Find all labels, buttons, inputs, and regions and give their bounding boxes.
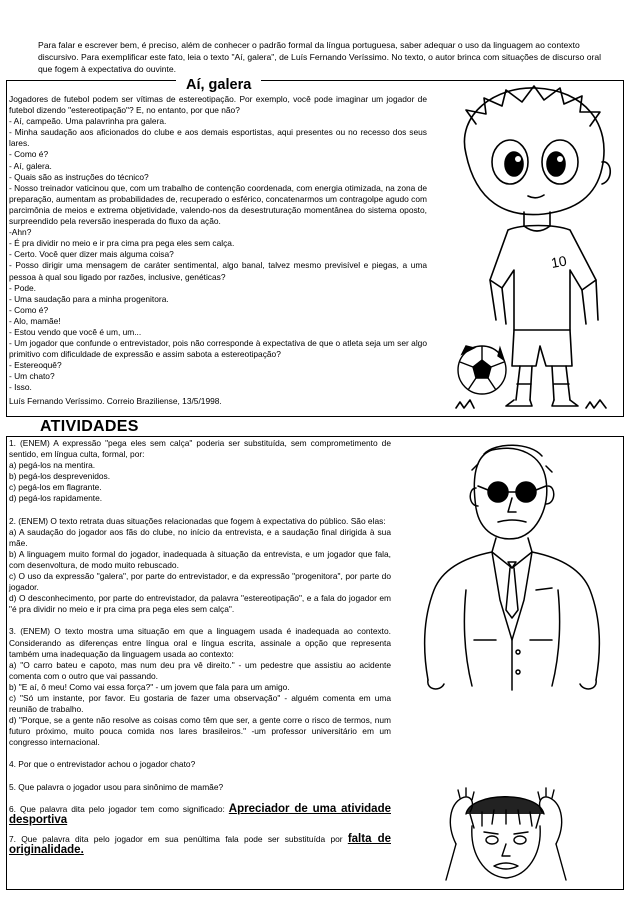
option-line: b) pegá-los desprevenidos.	[9, 471, 111, 482]
story-line: - Posso dirigir uma mensagem de caráter sentimental, algo banal, talvez mesmo previsível e piegas, a uma pessoa à qual sou ligado por razões, inclusive, genéticas?	[9, 260, 427, 282]
option-line: c) pegá-los em flagrante.	[9, 482, 102, 493]
story-line: - Um chato?	[9, 371, 55, 382]
story-line: - Pode.	[9, 282, 37, 293]
story-line: - Aí, campeão. Uma palavrinha pra galera.	[9, 116, 167, 127]
story-line: - Alo, mamãe!	[9, 315, 61, 326]
worried-man-illustration	[436, 784, 576, 884]
option-line: a) pegá-los na mentira.	[9, 460, 96, 471]
story-line: - Como é?	[9, 149, 49, 160]
story-text	[9, 94, 427, 407]
story-line: - Um jogador que confunde o entrevistador, pois não corresponde à expectativa de que o atleta seja um ser algo primitivo com dificuldade de expressão e assim sabota a estereotipação?	[9, 338, 427, 360]
soccer-player-illustration	[436, 84, 622, 414]
question-line: 6. Que palavra dita pelo jogador tem como significado:	[9, 803, 229, 814]
question-5	[9, 782, 391, 793]
story-source: Luís Fernando Veríssimo. Correio Braziliense, 13/5/1998.	[9, 395, 222, 406]
story-line: - Nosso treinador vaticinou que, com um trabalho de contenção coordenada, com energia otimizada, na zona de preparação, aumentam as probabilidades de, recuperado o esférico, concatenarmos um contragolpe agudo com parcimônia de meios e extrema objetividade, valendo-nos da desestruturação momentânea do sistema oposto, surpreendido pela reversão inesperada do fluxo da ação.	[9, 182, 427, 227]
question-line: 3. (ENEM) O texto mostra uma situação em que a linguagem usada é inadequada ao contexto. Considerando as diferenças entre língua oral e língua escrita, assinale a opção que representa também uma inadequação da linguagem usada ao contexto:	[9, 626, 391, 659]
story-line: - Estou vendo que você é um, um...	[9, 326, 142, 337]
soccer-ball-icon	[458, 346, 506, 394]
question-6	[9, 804, 391, 826]
intro-paragraph: Para falar e escrever bem, é preciso, além de conhecer o padrão formal da língua portuguesa, saber adequar o uso da linguagem ao contexto discursivo. Para exemplificar este fato, leia o texto "Aí, galera", de Luís Fernando Veríssimo. No texto, o autor brinca com situações de discurso oral que fogem à expectativa do ouvinte.	[38, 40, 602, 74]
question-2	[9, 516, 391, 616]
question-line: 4. Por que o entrevistador achou o jogador chato?	[9, 759, 196, 770]
question-line: 1. (ENEM) A expressão "pega eles sem calça" poderia ser substituída, sem comprometimento de sentido, em língua culta, formal, por:	[9, 438, 391, 460]
story-line: - Isso.	[9, 382, 32, 393]
story-line: Jogadores de futebol podem ser vítimas de estereotipação. Por exemplo, você pode imaginar um jogador de futebol dizendo "estereotipação"? E, no entanto, por que não?	[9, 94, 427, 116]
option-line: c) O uso da expressão "galera", por parte do entrevistador, e da expressão "progenitora", por parte do jogador.	[9, 571, 391, 593]
story-line: - Minha saudação aos aficionados do clube e aos demais esportistas, aqui presentes ou no recesso dos seus lares.	[9, 127, 427, 149]
story-line: - Aí, galera.	[9, 160, 52, 171]
story-line: -Ahn?	[9, 227, 32, 238]
option-line: a) A saudação do jogador aos fãs do clube, no início da entrevista, e a saudação final dirigida à sua mãe.	[9, 526, 391, 548]
activities-title: ATIVIDADES	[40, 418, 139, 435]
question-line: 7. Que palavra dita pelo jogador em sua penúltima fala pode ser substituída por	[9, 833, 348, 844]
option-line: d) O desconhecimento, por parte do entrevistador, da palavra "estereotipação", e a fala do jogador em "é pra dividir no meio e ir pra cima pra pega eles sem calça".	[9, 593, 391, 615]
story-line: - Estereoquê?	[9, 360, 62, 371]
answer-text: falta de originalidade.	[9, 832, 391, 856]
question-line: 2. (ENEM) O texto retrata duas situações relacionadas que fogem à expectativa do público. São elas:	[9, 515, 386, 526]
story-line: - Quais são as instruções do técnico?	[9, 171, 149, 182]
option-line: a) "O carro bateu e capoto, mas num deu pra vê direito." - um pedestre que assistiu ao acidente comenta com o outro que vai passando.	[9, 659, 391, 681]
option-line: b) A linguagem muito formal do jogador, inadequada à situação da entrevista, e um jogador que fala, com desenvoltura, de modo muito rebuscado.	[9, 548, 391, 570]
answer-text: Apreciador de uma atividade desportiva	[9, 802, 391, 826]
story-title: Aí, galera	[176, 77, 261, 94]
question-1	[9, 438, 391, 505]
story-line: - Certo. Você quer dizer mais alguma coisa?	[9, 249, 174, 260]
question-7	[9, 834, 391, 856]
man-in-suit-illustration	[400, 440, 620, 695]
story-line: - Como é?	[9, 304, 49, 315]
option-line: c) "Só um instante, por favor. Eu gostaria de fazer uma observação" - alguém comenta em uma reunião de trabalho.	[9, 692, 391, 715]
story-line: - É pra dividir no meio e ir pra cima pra pega eles sem calça.	[9, 238, 235, 249]
option-line: b) "E aí, ô meu! Como vai essa força?" - um jovem que fala para um amigo.	[9, 681, 290, 692]
option-line: d) pegá-los rapidamente.	[9, 493, 103, 504]
activities-text	[9, 438, 391, 867]
question-line: 5. Que palavra o jogador usou para sinônimo de mamãe?	[9, 781, 224, 792]
question-4	[9, 759, 391, 770]
story-line: - Uma saudação para a minha progenitora.	[9, 293, 169, 304]
jersey-number: 10	[549, 252, 568, 271]
option-line: d) "Porque, se a gente não resolve as coisas como têm que ser, a gente corre o risco de termos, num futuro próximo, muito pouca comida nos lares brasileiros." -um professor universitário em um congresso internacional.	[9, 715, 391, 748]
question-3	[9, 626, 391, 748]
